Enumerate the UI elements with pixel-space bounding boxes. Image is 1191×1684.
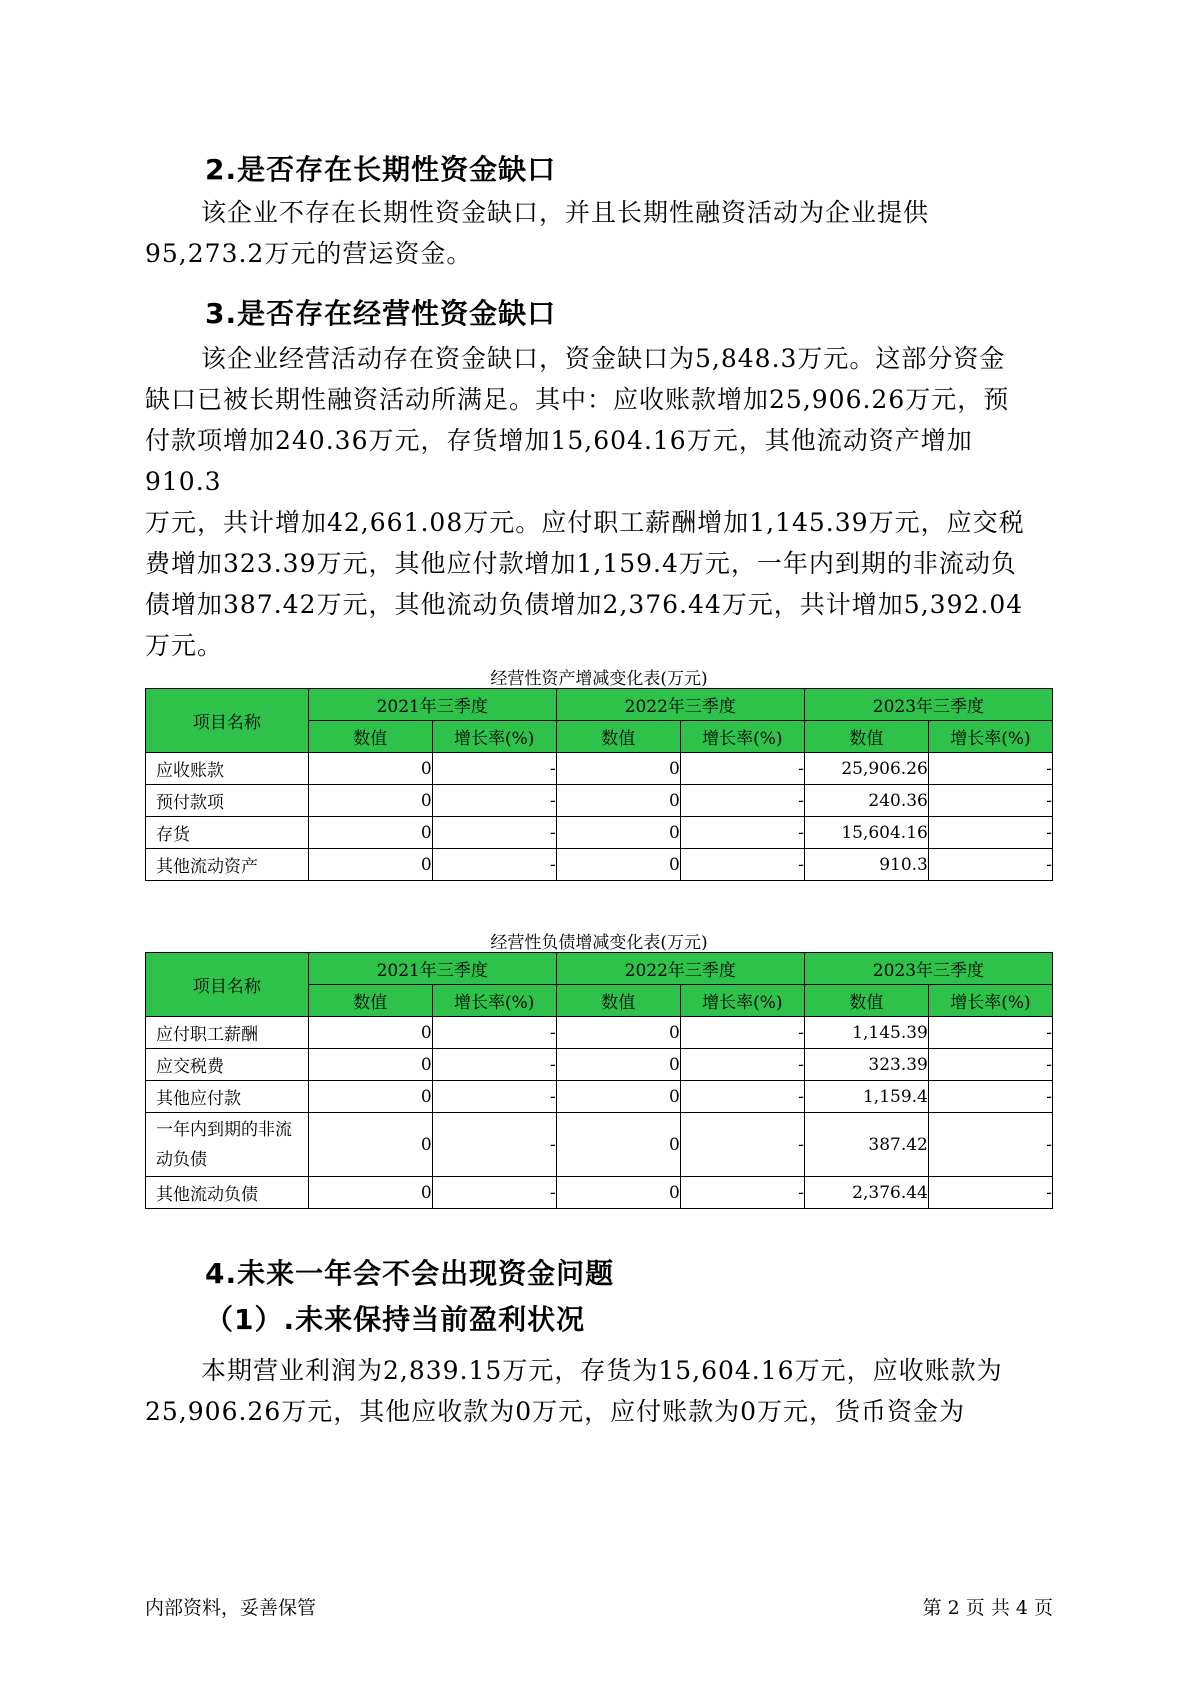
footer-confidential: 内部资料，妥善保管 bbox=[145, 1597, 317, 1619]
table-row bbox=[146, 753, 1053, 785]
cell-value: 387.42 bbox=[804, 1113, 928, 1177]
section-4-subtitle: （1）.未来保持当前盈利状况 bbox=[205, 1303, 586, 1336]
cell-value: 0 bbox=[308, 1017, 432, 1049]
row-name: 其他流动负债 bbox=[146, 1177, 309, 1209]
cell-value: 323.39 bbox=[804, 1049, 928, 1081]
header-growth: 增长率(%) bbox=[680, 721, 804, 753]
cell-growth: - bbox=[680, 849, 804, 881]
cell-growth: - bbox=[928, 1177, 1052, 1209]
header-value: 数值 bbox=[556, 985, 680, 1017]
cell-value: 15,604.16 bbox=[804, 817, 928, 849]
cell-growth: - bbox=[928, 753, 1052, 785]
section-4-paragraph: 本期营业利润为2,839.15万元，存货为15,604.16万元，应收账款为 25,906.26万元，其他应收款为0万元，应付账款为0万元，货币资金为 bbox=[145, 1356, 1003, 1426]
cell-value: 0 bbox=[556, 785, 680, 817]
cell-growth: - bbox=[432, 849, 556, 881]
header-period-2022: 2022年三季度 bbox=[556, 689, 804, 721]
header-growth: 增长率(%) bbox=[928, 721, 1052, 753]
row-name: 应收账款 bbox=[146, 753, 309, 785]
table-row bbox=[146, 849, 1053, 881]
cell-growth: - bbox=[680, 1177, 804, 1209]
cell-growth: - bbox=[928, 1049, 1052, 1081]
cell-growth: - bbox=[928, 785, 1052, 817]
header-period-2023: 2023年三季度 bbox=[804, 689, 1052, 721]
cell-value: 0 bbox=[556, 1177, 680, 1209]
cell-value: 1,159.4 bbox=[804, 1081, 928, 1113]
header-value: 数值 bbox=[804, 985, 928, 1017]
row-name: 一年内到期的非流动负债 bbox=[146, 1113, 309, 1177]
section-3-title: 3.是否存在经营性资金缺口 bbox=[205, 297, 557, 330]
cell-value: 0 bbox=[556, 753, 680, 785]
cell-growth: - bbox=[432, 1081, 556, 1113]
cell-value: 0 bbox=[308, 1113, 432, 1177]
cell-growth: - bbox=[432, 1049, 556, 1081]
row-name: 其他应付款 bbox=[146, 1081, 309, 1113]
header-value: 数值 bbox=[308, 985, 432, 1017]
cell-value: 0 bbox=[308, 1177, 432, 1209]
cell-growth: - bbox=[928, 1017, 1052, 1049]
cell-value: 1,145.39 bbox=[804, 1017, 928, 1049]
cell-value: 0 bbox=[308, 817, 432, 849]
cell-value: 910.3 bbox=[804, 849, 928, 881]
table-row bbox=[146, 1081, 1053, 1113]
header-growth: 增长率(%) bbox=[432, 721, 556, 753]
cell-growth: - bbox=[432, 1017, 556, 1049]
cell-growth: - bbox=[928, 817, 1052, 849]
table-row bbox=[146, 1113, 1053, 1177]
cell-value: 0 bbox=[556, 849, 680, 881]
table-row bbox=[146, 817, 1053, 849]
cell-growth: - bbox=[432, 753, 556, 785]
cell-value: 0 bbox=[308, 1049, 432, 1081]
section-4-title: 4.未来一年会不会出现资金问题 bbox=[205, 1257, 615, 1290]
cell-growth: - bbox=[680, 1113, 804, 1177]
cell-growth: - bbox=[680, 817, 804, 849]
header-value: 数值 bbox=[556, 721, 680, 753]
cell-value: 2,376.44 bbox=[804, 1177, 928, 1209]
cell-value: 0 bbox=[308, 785, 432, 817]
header-item-name: 项目名称 bbox=[146, 689, 309, 753]
cell-value: 0 bbox=[556, 1017, 680, 1049]
cell-growth: - bbox=[432, 1113, 556, 1177]
cell-growth: - bbox=[928, 849, 1052, 881]
header-period-2021: 2021年三季度 bbox=[308, 689, 556, 721]
row-name: 应交税费 bbox=[146, 1049, 309, 1081]
row-name: 存货 bbox=[146, 817, 309, 849]
cell-growth: - bbox=[680, 753, 804, 785]
cell-growth: - bbox=[680, 785, 804, 817]
cell-value: 0 bbox=[308, 753, 432, 785]
section-3-paragraph: 该企业经营活动存在资金缺口，资金缺口为5,848.3万元。这部分资金 缺口已被长期性融资活动所满足。其中：应收账款增加25,906.26万元，预 付款项增加240.36万元，存货增加15,604.16万元，其他流动资产增加910.3 万元，共计增加42,661.08万元。应付职工薪酬增加1,145.39万元，应交税 费增加323.39万元，其他应付款增加1,159.4万元，一年内到期的非流动负 债增加387.42万元，其他流动负债增加2,376.44万元，共计增加5,392.04 万元。 bbox=[145, 344, 1025, 660]
cell-growth: - bbox=[432, 1177, 556, 1209]
header-growth: 增长率(%) bbox=[680, 985, 804, 1017]
cell-value: 240.36 bbox=[804, 785, 928, 817]
header-period-2022: 2022年三季度 bbox=[556, 953, 804, 985]
table-row bbox=[146, 1177, 1053, 1209]
header-value: 数值 bbox=[308, 721, 432, 753]
operating-liabilities-table bbox=[145, 952, 1053, 1209]
header-item-name: 项目名称 bbox=[146, 953, 309, 1017]
cell-growth: - bbox=[928, 1081, 1052, 1113]
table-row bbox=[146, 1017, 1053, 1049]
table2-caption: 经营性负债增减变化表(万元) bbox=[490, 933, 708, 953]
row-name: 其他流动资产 bbox=[146, 849, 309, 881]
cell-value: 25,906.26 bbox=[804, 753, 928, 785]
cell-growth: - bbox=[680, 1081, 804, 1113]
cell-growth: - bbox=[680, 1017, 804, 1049]
cell-value: 0 bbox=[556, 817, 680, 849]
footer-page-number: 第 2 页 共 4 页 bbox=[922, 1597, 1053, 1619]
row-name: 应付职工薪酬 bbox=[146, 1017, 309, 1049]
section-2-title: 2.是否存在长期性资金缺口 bbox=[205, 153, 557, 186]
header-growth: 增长率(%) bbox=[432, 985, 556, 1017]
table-row bbox=[146, 1049, 1053, 1081]
operating-assets-table bbox=[145, 688, 1053, 881]
cell-value: 0 bbox=[556, 1113, 680, 1177]
table-row bbox=[146, 785, 1053, 817]
cell-value: 0 bbox=[308, 849, 432, 881]
table1-caption: 经营性资产增减变化表(万元) bbox=[490, 669, 708, 689]
row-name: 预付款项 bbox=[146, 785, 309, 817]
header-growth: 增长率(%) bbox=[928, 985, 1052, 1017]
cell-growth: - bbox=[680, 1049, 804, 1081]
cell-growth: - bbox=[432, 785, 556, 817]
section-2-paragraph: 该企业不存在长期性资金缺口，并且长期性融资活动为企业提供 95,273.2万元的营运资金。 bbox=[145, 198, 930, 268]
header-period-2023: 2023年三季度 bbox=[804, 953, 1052, 985]
cell-value: 0 bbox=[308, 1081, 432, 1113]
cell-growth: - bbox=[432, 817, 556, 849]
cell-value: 0 bbox=[556, 1049, 680, 1081]
cell-growth: - bbox=[928, 1113, 1052, 1177]
cell-value: 0 bbox=[556, 1081, 680, 1113]
header-period-2021: 2021年三季度 bbox=[308, 953, 556, 985]
header-value: 数值 bbox=[804, 721, 928, 753]
